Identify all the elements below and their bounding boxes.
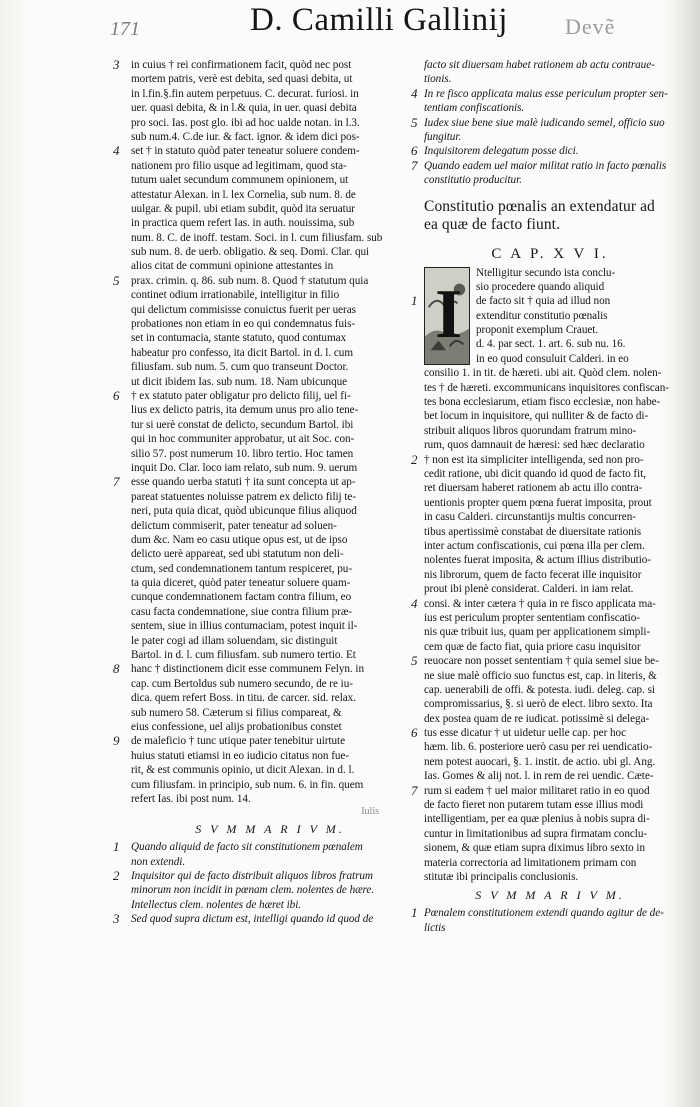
text-line xyxy=(411,143,676,159)
text-line xyxy=(424,58,676,72)
line-text: delicto uerè appareat, sed ubi statutum non deli- xyxy=(131,548,344,561)
line-text: bet locum in inquisitore, qui nulliter & de facto di- xyxy=(424,410,649,423)
margin-note-number: 1 xyxy=(113,839,120,855)
text-line xyxy=(424,352,676,366)
text-line xyxy=(131,461,409,475)
margin-note-number: 6 xyxy=(411,725,418,741)
margin-note-number: 7 xyxy=(113,474,120,490)
gutter-shadow xyxy=(672,0,700,1107)
line-text: d. 4. par sect. 1. art. 6. sub nu. 16. xyxy=(476,338,626,351)
line-text: dum &c. Nam eo casu utique opus est, ut de ipso xyxy=(131,533,348,546)
text-line xyxy=(113,57,409,72)
line-text: cap. uenerabili de offi. & potesta. iudi. deleg. cap. si xyxy=(424,683,655,696)
text-line xyxy=(131,375,409,389)
text-line xyxy=(424,467,676,481)
text-line xyxy=(131,677,409,691)
line-text: tibus apertissimè constabat de diuersitate rationis xyxy=(424,525,642,538)
text-line xyxy=(113,839,409,855)
text-line xyxy=(424,366,676,380)
text-line xyxy=(424,381,676,395)
text-line xyxy=(131,634,409,648)
line-text: hæm. lib. 6. posteriore uerò casu per rei uendicatio- xyxy=(424,741,653,754)
line-text: ret diuersam haberet rationem ab actu illo contra- xyxy=(424,482,643,495)
margin-note-number: 6 xyxy=(113,387,120,403)
line-text: set † in statuto quòd pater teneatur soluere condem- xyxy=(131,145,360,158)
text-line xyxy=(424,697,676,711)
line-text: extenditur constitutio pœnalis xyxy=(476,309,608,322)
line-text: consi. & inter cætera † quia in re fisco applicata ma- xyxy=(424,597,656,610)
text-line xyxy=(424,395,676,409)
text-line xyxy=(424,309,676,323)
text-line xyxy=(411,114,676,130)
bleed-through-text: Devẽ xyxy=(565,14,616,39)
line-text: nolentes fuerat imposita, & actum illius distributio- xyxy=(424,554,651,567)
line-text: ta quia diceret, quòd pater teneatur soluere quam- xyxy=(131,577,351,590)
line-text: pro soci. Ias. post glo. ibi ad hoc ualde notan. in l.3. xyxy=(131,116,360,129)
line-text: nis quæ tribuit ius, quam per applicationem simpli- xyxy=(424,626,651,639)
line-text: In re fisco applicata maius esse periculum propter sen- xyxy=(424,87,668,100)
text-line xyxy=(424,510,676,524)
text-line xyxy=(411,157,676,173)
text-line xyxy=(113,272,409,288)
text-line xyxy=(424,640,676,654)
line-text: de facto fieret non putarem tutam esse illius modi xyxy=(424,799,644,812)
text-line xyxy=(131,202,409,216)
line-text: materia correctoria ad limitationem primam con xyxy=(424,856,637,869)
line-text: in l.fin.§.fin autem perpetuus. C. decurat. furiosi. in xyxy=(131,87,359,100)
line-text: prax. crimin. q. 86. sub num. 8. Quod † statutum quia xyxy=(131,274,369,287)
text-line xyxy=(424,611,676,625)
line-text: ut dicit ibidem Ias. sub num. 18. Nam ubicunque xyxy=(131,375,348,388)
text-line xyxy=(424,712,676,726)
text-line xyxy=(131,418,409,432)
margin-note-number: 6 xyxy=(411,143,418,159)
margin-note-number: 5 xyxy=(411,653,418,669)
line-text: set in contumacia, stante statuto, quod contumax xyxy=(131,332,347,345)
text-line xyxy=(424,409,676,423)
line-text: in cuius † rei confirmationem facit, quòd nec post xyxy=(131,59,352,71)
text-line xyxy=(131,490,409,504)
line-text: pareat statuentes noluisse patrem ex delicto filij te- xyxy=(131,490,357,503)
text-line xyxy=(411,85,676,101)
line-text: habeatur pro confesso, ita dicit Bartol. in d. l. cum xyxy=(131,346,353,359)
text-line xyxy=(131,317,409,331)
line-text: cunque condemnationem factam contra filium, eo xyxy=(131,591,352,604)
text-line xyxy=(131,173,409,187)
text-line xyxy=(424,323,676,337)
margin-note-number: 4 xyxy=(411,595,418,611)
text-line xyxy=(424,841,676,855)
line-text: fungitur. xyxy=(424,130,462,143)
text-line xyxy=(424,525,676,539)
text-line xyxy=(131,101,409,115)
text-line xyxy=(424,337,676,351)
line-text: compromissarius, §. si uerò de elect. libro sexto. Ita xyxy=(424,698,653,711)
text-line xyxy=(131,792,409,806)
line-text: cap. cum Bertoldus sub numero secundo, de re iu- xyxy=(131,677,353,690)
text-line xyxy=(131,605,409,619)
text-line xyxy=(424,625,676,639)
text-line xyxy=(424,582,676,596)
section-heading-cont: ea quæ de facto fiunt. xyxy=(424,215,561,233)
text-line xyxy=(411,653,676,669)
text-line xyxy=(424,683,676,697)
line-text: sub num. 8. de uerb. obligatio. & seq. Domi. Clar. qui xyxy=(131,246,370,259)
text-line xyxy=(424,496,676,510)
line-text: attestatur Alexan. in l. lex Cornelia, sub num. 8. de xyxy=(131,188,356,201)
text-line xyxy=(131,130,409,144)
line-text: dica. quem refert Boss. in titu. de carcer. sid. relax. xyxy=(131,692,356,705)
margin-note-number: 4 xyxy=(411,85,418,101)
initial-letter: I xyxy=(435,275,463,353)
line-text: lius ex delicto patris, ita demum unus pro alio tene- xyxy=(131,404,359,417)
catchword: Iulis xyxy=(361,806,379,818)
margin-note-number: 5 xyxy=(411,114,418,130)
text-line xyxy=(424,870,676,884)
text-line xyxy=(424,72,676,86)
text-line xyxy=(424,173,676,187)
margin-note-number: 1 xyxy=(411,293,418,309)
line-text: prout ibi plenè considerat. Calderi. in iam relat. xyxy=(424,583,634,596)
line-text: rum si eadem † uel maior militaret ratio in eo quod xyxy=(424,784,650,797)
line-text: in practica quem refert Ias. in auth. nouissima, sub xyxy=(131,217,355,230)
text-line xyxy=(424,424,676,438)
margin-note-number: 2 xyxy=(411,451,418,467)
margin-note-number: 9 xyxy=(113,733,120,749)
line-text: Inquisitor qui de facto distribuit aliquos libros fratrum xyxy=(131,870,373,883)
text-line xyxy=(131,346,409,360)
line-text: proponit exemplum Crauet. xyxy=(476,324,599,337)
line-text: tes bona ecclesiarum, etiam fisco ecclesiæ, non habe- xyxy=(424,396,661,409)
line-text: ius est periculum propter sententiam confiscatio- xyxy=(424,611,640,624)
text-line xyxy=(131,403,409,417)
text-line xyxy=(424,740,676,754)
line-text: nationem pro filio usque ad legitimam, quod sta- xyxy=(131,159,347,172)
text-line xyxy=(131,855,409,869)
line-text: † non est ita simpliciter intelligenda, sed non pro- xyxy=(424,453,644,466)
text-line xyxy=(411,905,676,921)
text-line xyxy=(424,669,676,683)
text-line xyxy=(424,539,676,553)
line-text: † ex statuto pater obligatur pro delicto filij, uel fi- xyxy=(131,389,351,402)
line-text: tur si uerè constat de delicto, secundum Bartol. ibi xyxy=(131,418,354,431)
line-text: de maleficio † tunc utique pater tenebitur uirtute xyxy=(131,735,346,748)
line-text: cuntur in limitationibus ad supra firmatam conclu- xyxy=(424,827,648,840)
line-text: uulgar. & pupil. ubi etiam subdit, quòd ita seruatur xyxy=(131,202,355,215)
line-text: uentionis propter quem pœna fuerat imposita, prout xyxy=(424,496,652,509)
line-text: dex postea quam de re iudicat. potissimè si delega- xyxy=(424,712,650,725)
text-line xyxy=(131,519,409,533)
line-text: minorum non incidit in pœnam clem. nolentes de hære. xyxy=(131,884,375,897)
line-text: Intellectus clem. nolentes de hæret ibi. xyxy=(131,898,302,911)
text-line xyxy=(424,755,676,769)
line-text: cum filiusfam. in principio, sub num. 6. in fin. quem xyxy=(131,778,364,791)
line-text: Inquisitorem delegatum posse dici. xyxy=(424,145,579,158)
line-text: Pœnalem constitutionem extendi quando agitur de de- xyxy=(424,907,664,920)
line-text: stitutæ ibi principalis conclusionis. xyxy=(424,870,579,883)
line-text: ctum, sed condemnationem tantum respiceret, pu- xyxy=(131,562,353,575)
line-text: rum, quos damnauit de hæresi: sed hæc declaratio xyxy=(424,439,645,452)
text-line xyxy=(131,691,409,705)
text-line xyxy=(131,303,409,317)
line-text: silio 57. post numerum 10. libro tertio. Hoc tamen xyxy=(131,447,354,460)
drop-cap-block xyxy=(411,266,676,367)
text-line xyxy=(113,143,409,159)
line-text: sentem, siue in illius contumaciam, potest inquit il- xyxy=(131,620,358,633)
line-text: de facto sit † quia ad illud non xyxy=(476,295,611,308)
margin-note-number: 5 xyxy=(113,272,120,288)
text-line xyxy=(131,87,409,101)
text-line xyxy=(424,101,676,115)
text-line xyxy=(131,720,409,734)
line-text: tentiam confiscationis. xyxy=(424,102,525,115)
text-line xyxy=(424,438,676,452)
text-line xyxy=(411,725,676,741)
line-text: ne siue malè officio suo functus est, cap. in literis, & xyxy=(424,669,657,682)
line-text: neri, puta quia dicat, quòd ubicunque filius aliquod xyxy=(131,505,357,518)
line-text: reuocare non posset sententiam † quia semel siue be- xyxy=(424,655,659,668)
text-line xyxy=(131,259,409,273)
text-line xyxy=(131,432,409,446)
text-line xyxy=(131,447,409,461)
line-text: nem potest auocari, §. 1. instit. de actio. ubi gl. Ang. xyxy=(424,755,656,768)
chapter-heading: C A P. X V I. xyxy=(491,245,609,262)
text-line xyxy=(131,883,409,897)
line-text: facto sit diuersam habet rationem ab actu contraue- xyxy=(424,59,655,71)
line-text: stribuit aliquos libros quorundam fratrum mino- xyxy=(424,424,637,437)
margin-note-number: 2 xyxy=(113,868,120,884)
margin-note-number: 7 xyxy=(411,782,418,798)
summarium-title-right: S V M M A R I V M. xyxy=(475,888,625,903)
text-line xyxy=(131,763,409,777)
text-line xyxy=(131,898,409,912)
line-text: inter actum confiscationis, cui pœna illa per clem. xyxy=(424,540,645,552)
line-text: sionem, & quæ etiam supra diximus libro sexto in xyxy=(424,842,646,855)
line-text: in casu Calderi. circunstantijs multis concurren- xyxy=(424,511,636,524)
text-line xyxy=(131,576,409,590)
right-column xyxy=(411,58,676,935)
line-text: Iudex siue bene siue malè iudicando semel, officio suo xyxy=(424,116,665,129)
text-line xyxy=(411,451,676,467)
text-line xyxy=(113,387,409,403)
line-text: tutum ualet secundum communem opinionem, ut xyxy=(131,174,349,187)
text-line xyxy=(424,481,676,495)
text-line xyxy=(131,533,409,547)
text-line xyxy=(424,856,676,870)
line-text: rit, & est communis opinio, ut dicit Alexan. in d. l. xyxy=(131,764,355,777)
text-line xyxy=(131,331,409,345)
text-line xyxy=(131,504,409,518)
line-text: Ias. Gomes & alij not. l. in rem de rei uendic. Cæte- xyxy=(424,770,654,783)
text-line xyxy=(131,245,409,259)
left-column xyxy=(113,57,409,927)
text-line xyxy=(424,130,676,144)
line-text: intelligentiam, per ea quæ plenius à nobis supra di- xyxy=(424,813,650,826)
text-line xyxy=(424,568,676,582)
text-line xyxy=(411,782,676,798)
line-text: alios citat de communi opinione attestantes in xyxy=(131,260,334,273)
line-text: uer. quasi debita, & in l.& quia, in uer. quasi debita xyxy=(131,102,357,115)
text-line xyxy=(131,619,409,633)
text-line xyxy=(411,595,676,611)
text-line xyxy=(113,661,409,677)
line-text: qui in hoc communiter approbatur, ut ait Soc. con- xyxy=(131,433,355,446)
text-line xyxy=(131,72,409,86)
text-line xyxy=(424,798,676,812)
margin-note-number: 3 xyxy=(113,57,120,72)
page-number: 171 xyxy=(110,18,140,40)
text-line xyxy=(131,216,409,230)
text-line xyxy=(424,280,676,294)
text-line xyxy=(113,474,409,490)
line-text: tus esse dicatur † ut uidetur uelle cap. per hoc xyxy=(424,727,627,740)
line-text: lictis xyxy=(424,921,446,934)
line-text: eius confessione, uel alijs probationibus constet xyxy=(131,720,342,733)
margin-note-number: 8 xyxy=(113,661,120,677)
line-text: tes † de hæreti. excommunicans inquisitores confiscan- xyxy=(424,381,669,394)
text-line xyxy=(131,590,409,604)
summarium-title: S V M M A R I V M. xyxy=(195,822,345,837)
line-text: Bartol. in d. l. cum filiusfam. sub numero tertio. Et xyxy=(131,649,356,662)
text-line xyxy=(131,648,409,662)
line-text: mortem patris, verè est debita, sed quasi debita, ut xyxy=(131,73,353,86)
text-line xyxy=(131,231,409,245)
text-line xyxy=(131,188,409,202)
text-line xyxy=(131,288,409,302)
line-text: sub numero 58. Cæterum si filius compareat, & xyxy=(131,706,342,719)
line-text: Ntelligitur secundo ista conclu- xyxy=(476,266,616,279)
margin-note-number: 4 xyxy=(113,143,120,159)
line-text: probationes non etiam in eo qui condemnatus fuis- xyxy=(131,318,356,331)
text-line xyxy=(424,921,676,935)
line-text: hanc † distinctionem dicit esse communem Felyn. in xyxy=(131,663,365,676)
text-line xyxy=(131,778,409,792)
line-text: filiusfam. sub num. 5. cum quo transeunt Doctor. xyxy=(131,361,349,374)
line-text: nis librorum, quem de facto fecerat ille inquisitor xyxy=(424,568,642,581)
text-line xyxy=(131,360,409,374)
line-text: qui delictum commisisse conuictus fuerit per ueras xyxy=(131,303,356,316)
margin-note-number: 7 xyxy=(411,157,418,173)
text-line xyxy=(424,553,676,567)
text-line xyxy=(131,706,409,720)
line-text: cem quæ de facto fiat, quia priore casu inquisitor xyxy=(424,640,641,653)
line-text: num. 8. C. de inoff. testam. Soci. in l. cum filiusfam. sub xyxy=(131,231,383,244)
line-text: cedit ratione, ubi dicit quando id quod de facto fit, xyxy=(424,468,646,481)
line-text: Sed quod supra dictum est, intelligi quando id quod de xyxy=(131,913,374,926)
line-text: refert Ias. ibi post num. 14. xyxy=(131,792,251,805)
text-line xyxy=(131,562,409,576)
margin-note-number: 3 xyxy=(113,911,120,927)
line-text: sio procedere quando aliquid xyxy=(476,280,605,293)
line-text: constitutio producitur. xyxy=(424,174,522,187)
line-text: esse quando uerba statuti † ita sunt concepta ut ap- xyxy=(131,476,356,489)
line-text: casu facta condemnatione, siue contra filium præ- xyxy=(131,605,352,618)
line-text: le pater cogi ad illam soluendam, sic distinguit xyxy=(131,634,338,647)
margin-note-number: 1 xyxy=(411,905,418,921)
text-line xyxy=(424,769,676,783)
line-text: tionis. xyxy=(424,73,452,86)
text-line xyxy=(113,733,409,749)
text-line xyxy=(411,293,676,309)
line-text: inquit Do. Clar. loco iam relato, sub num. 9. uerum xyxy=(131,461,358,474)
line-text: consilio 1. in tit. de hæreti. ubi ait. Quòd clem. nolen- xyxy=(424,367,662,380)
line-text: non extendi. xyxy=(131,855,186,868)
line-text: delictum commiserit, pater teneatur ad soluen- xyxy=(131,519,337,532)
line-text: Quando eadem uel maior militat ratio in facto pœnalis xyxy=(424,159,667,172)
text-line xyxy=(113,868,409,884)
text-line xyxy=(424,827,676,841)
line-text: sub num.4. C.de iur. & fact. ignor. & idem dici pos- xyxy=(131,130,360,143)
line-text: huius statuti etiamsi in eo iudicio citatus non fue- xyxy=(131,749,350,762)
text-line xyxy=(131,159,409,173)
text-line xyxy=(131,547,409,561)
running-head: D. Camilli Gallinij xyxy=(250,2,508,38)
text-line xyxy=(131,116,409,130)
line-text: continet odium irrationabile, intelligitur in filio xyxy=(131,289,340,302)
text-line xyxy=(131,749,409,763)
line-text: Quando aliquid de facto sit constitutionem pœnalem xyxy=(131,841,363,854)
text-line xyxy=(424,266,676,280)
text-line xyxy=(113,911,409,927)
text-line xyxy=(424,812,676,826)
line-text: in eo quod consuluit Calderi. in eo xyxy=(476,352,629,365)
section-heading: Constitutio pœnalis an extendatur ad xyxy=(424,197,655,215)
